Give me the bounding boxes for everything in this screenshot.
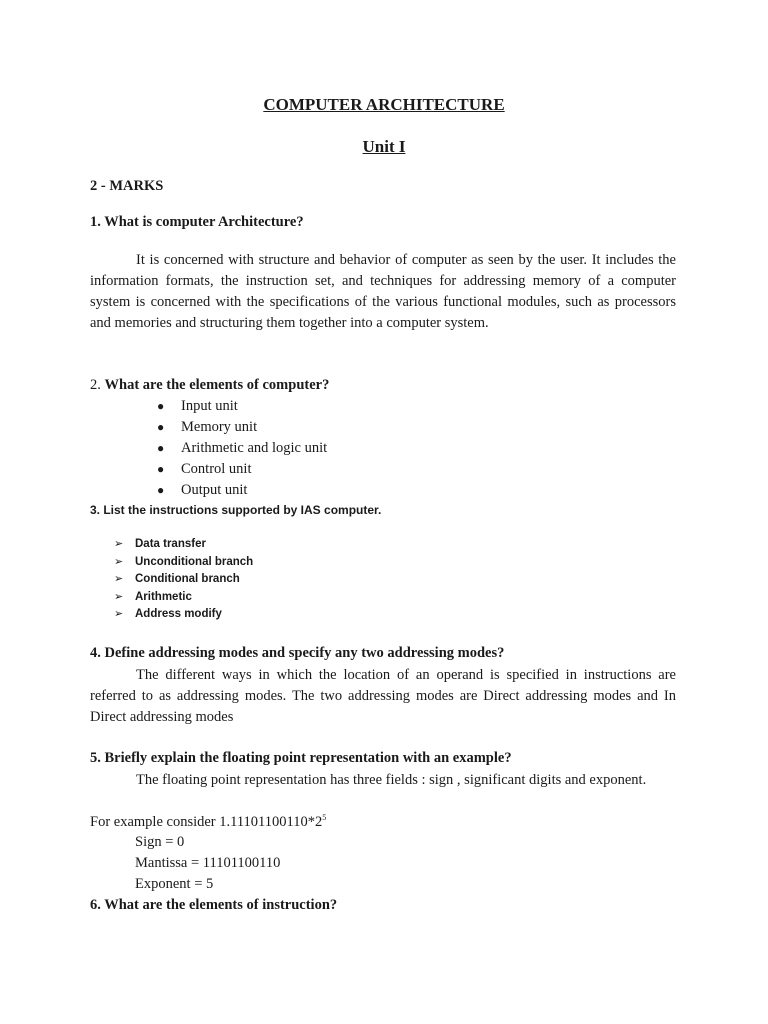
list-item: ● Arithmetic and logic unit bbox=[157, 438, 327, 459]
bullet-icon: ● bbox=[157, 399, 165, 413]
answer-1-text: It is concerned with structure and behavior of computer as seen by the user. It includes the information formats, the instruction set, and techniques for addressing memory of a computer system is concerned with the specifications of the various functional modules, such as processors and memories and structuring them together into a computer system. bbox=[90, 252, 676, 331]
unit-heading: Unit I bbox=[362, 137, 406, 156]
answer-1 bbox=[90, 250, 676, 334]
question-2-text: What are the elements of computer? bbox=[104, 377, 330, 393]
arrowhead-icon: ➢ bbox=[114, 555, 124, 568]
arrowhead-icon: ➢ bbox=[114, 590, 124, 603]
list-item: ➢ Address modify bbox=[114, 606, 253, 624]
list-item: ● Memory unit bbox=[157, 417, 327, 438]
marks-section-heading: 2 - MARKS bbox=[90, 178, 164, 194]
question-4: 4. Define addressing modes and specify any two addressing modes? bbox=[90, 645, 505, 661]
bullet-icon: ● bbox=[157, 441, 165, 455]
list-item: ➢ Conditional branch bbox=[114, 571, 253, 589]
document-title: COMPUTER ARCHITECTURE bbox=[263, 95, 505, 114]
example-exponent: 5 bbox=[322, 813, 327, 822]
answer-5 bbox=[90, 770, 676, 791]
ias-instructions-list bbox=[114, 536, 253, 624]
bullet-icon: ● bbox=[157, 462, 165, 476]
arrowhead-icon: ➢ bbox=[114, 608, 124, 620]
list-item: ● Control unit bbox=[157, 459, 327, 480]
question-6: 6. What are the elements of instruction? bbox=[90, 897, 338, 913]
question-1: 1. What is computer Architecture? bbox=[90, 214, 304, 230]
list-item: ➢ Unconditional branch bbox=[114, 554, 253, 572]
example-exponent-line: Exponent = 5 bbox=[135, 876, 214, 892]
question-5: 5. Briefly explain the floating point representation with an example? bbox=[90, 750, 512, 766]
example-text: For example consider 1.11101100110*2 bbox=[90, 813, 323, 830]
list-item: ● Input unit bbox=[157, 396, 327, 417]
answer-5-text: The floating point representation has three fields : sign , significant digits and exponent. bbox=[136, 772, 647, 788]
question-3: 3. List the instructions supported by IAS computer. bbox=[90, 503, 382, 517]
bullet-icon: ● bbox=[157, 483, 165, 497]
computer-elements-list bbox=[157, 396, 327, 501]
answer-4 bbox=[90, 665, 676, 728]
example-mantissa: Mantissa = 11101100110 bbox=[135, 855, 281, 871]
question-2-number: 2. bbox=[90, 377, 101, 393]
list-item: ● Output unit bbox=[157, 480, 327, 501]
arrowhead-icon: ➢ bbox=[114, 573, 124, 585]
question-2 bbox=[90, 377, 329, 394]
example-sign: Sign = 0 bbox=[135, 834, 185, 850]
list-item: ➢ Arithmetic bbox=[114, 589, 253, 607]
answer-4-text: The different ways in which the location of an operand is specified in instructions are referred to as addressing modes. The two addressing modes are Direct addressing modes and In Direct addressing modes bbox=[90, 667, 676, 725]
floating-point-example bbox=[90, 813, 326, 831]
list-item: ➢ Data transfer bbox=[114, 536, 253, 554]
arrowhead-icon: ➢ bbox=[114, 538, 124, 550]
bullet-icon: ● bbox=[157, 420, 165, 434]
